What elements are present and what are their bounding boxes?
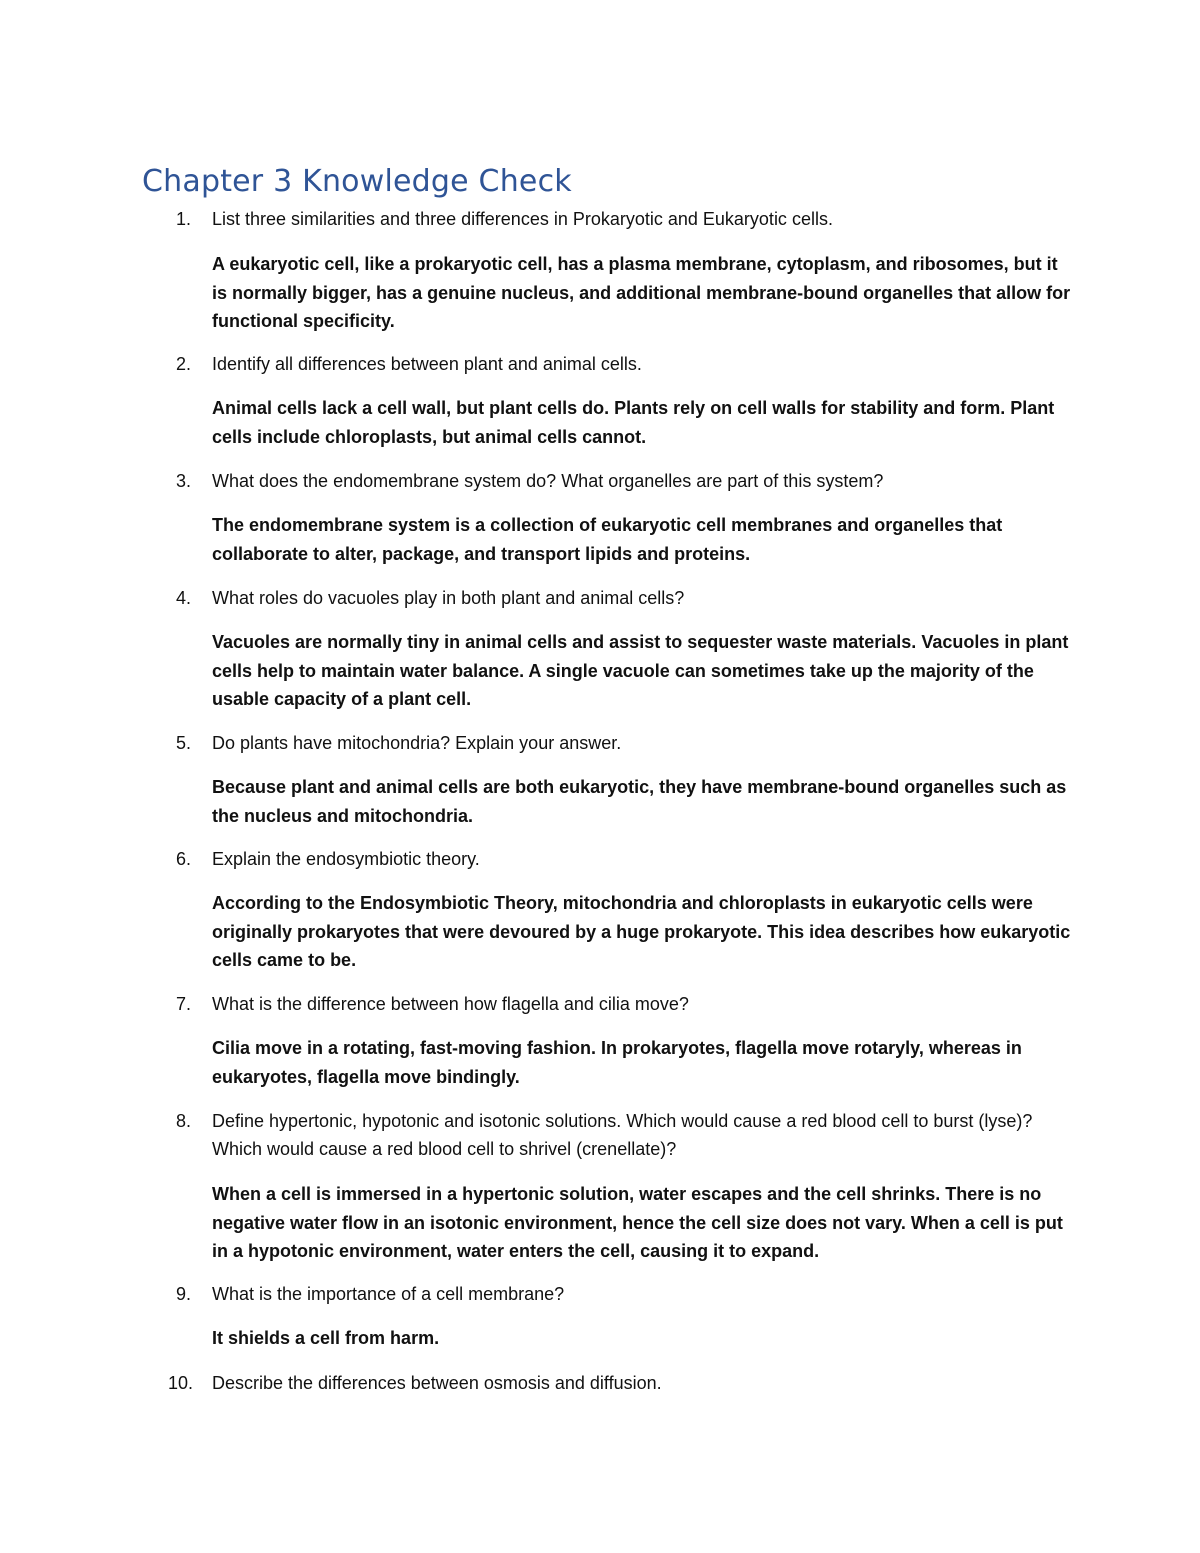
answer-text: Animal cells lack a cell wall, but plant cells do. Plants rely on cell walls for stability and form. Plant cells include chloroplasts, but animal cells cannot. — [212, 398, 1055, 447]
question-text: Define hypertonic, hypotonic and isotonic solutions. Which would cause a red blood cell to burst (lyse)? Which would cause a red blood cell to shrivel (crenellate)? — [212, 1111, 1033, 1159]
document-title: Chapter 3 Knowledge Check — [142, 164, 572, 199]
question-text: What does the endomembrane system do? What organelles are part of this system? — [212, 471, 884, 491]
question-number: 7. — [176, 994, 192, 1014]
question-number: 9. — [176, 1284, 192, 1304]
question-number: 3. — [176, 471, 192, 491]
answer-text: It shields a cell from harm. — [212, 1328, 440, 1348]
question-text: What roles do vacuoles play in both plant and animal cells? — [212, 588, 685, 608]
question-number: 10. — [168, 1373, 194, 1393]
question-number: 6. — [176, 849, 192, 869]
answer-text: Because plant and animal cells are both eukaryotic, they have membrane-bound organelles such as the nucleus and mitochondria. — [212, 777, 1067, 826]
question-text: List three similarities and three differences in Prokaryotic and Eukaryotic cells. — [212, 209, 833, 229]
question-number: 4. — [176, 588, 192, 608]
question-text: What is the importance of a cell membrane? — [212, 1284, 565, 1304]
answer-text: A eukaryotic cell, like a prokaryotic cell, has a plasma membrane, cytoplasm, and ribosomes, but it is normally bigger, has a genuine nucleus, and additional membrane-bound organelles that allow for functional specificity. — [212, 254, 1071, 331]
question-text: Describe the differences between osmosis and diffusion. — [212, 1373, 662, 1393]
question-number: 2. — [176, 354, 192, 374]
question-text: What is the difference between how flagella and cilia move? — [212, 994, 689, 1014]
question-text: Do plants have mitochondria? Explain your answer. — [212, 733, 622, 753]
question-number: 1. — [176, 209, 192, 229]
question-text: Explain the endosymbiotic theory. — [212, 849, 480, 869]
answer-text: Cilia move in a rotating, fast-moving fashion. In prokaryotes, flagella move rotaryly, whereas in eukaryotes, flagella move bindingly. — [212, 1038, 1022, 1087]
answer-text: The endomembrane system is a collection of eukaryotic cell membranes and organelles that collaborate to alter, package, and transport lipids and proteins. — [212, 515, 1003, 564]
question-number: 5. — [176, 733, 192, 753]
answer-text: Vacuoles are normally tiny in animal cells and assist to sequester waste materials. Vacuoles in plant cells help to maintain water balance. A single vacuole can sometimes take up the majority of the usable capacity of a plant cell. — [212, 632, 1069, 709]
question-text: Identify all differences between plant and animal cells. — [212, 354, 642, 374]
question-number: 8. — [176, 1111, 192, 1131]
answer-text: When a cell is immersed in a hypertonic solution, water escapes and the cell shrinks. There is no negative water flow in an isotonic environment, hence the cell size does not vary. When a cell is put in a hypotonic environment, water enters the cell, causing it to expand. — [212, 1184, 1063, 1261]
answer-text: According to the Endosymbiotic Theory, mitochondria and chloroplasts in eukaryotic cells were originally prokaryotes that were devoured by a huge prokaryote. This idea describes how eukaryotic cells came to be. — [212, 893, 1071, 970]
